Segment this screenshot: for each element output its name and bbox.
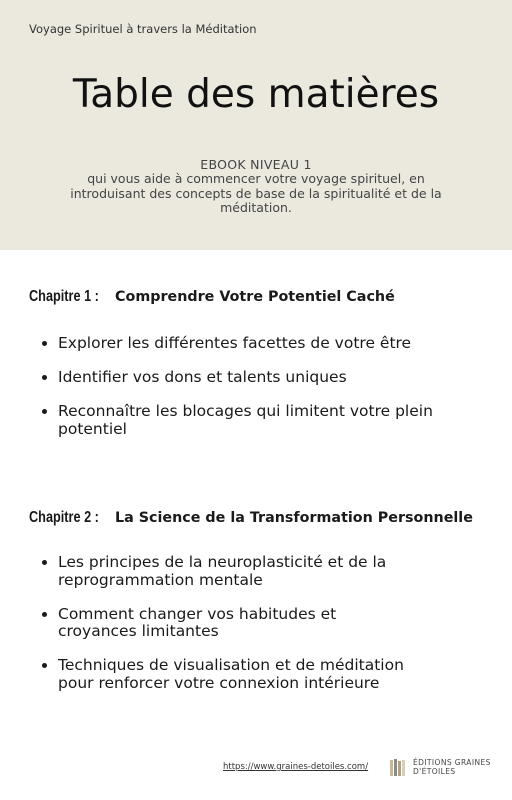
books-icon: [390, 759, 408, 776]
series-title: Voyage Spirituel à travers la Méditation: [29, 22, 257, 36]
list-item: • Comment changer vos habitudes et croyances limitantes: [58, 606, 408, 641]
page-title: Table des matières: [72, 72, 440, 117]
chapter-1-heading: [29, 286, 499, 306]
chapter-2-title: La Science de la Transformation Personnelle: [115, 510, 473, 526]
publisher-name: [413, 759, 491, 776]
ebook-description: qui vous aide à commencer votre voyage spirituel, en introduisant des concepts de base de la spiritualité et de la méditation.: [70, 171, 442, 215]
chapter-1-list: [30, 335, 498, 455]
publisher-name-line2: D'ÉTOILES: [413, 766, 456, 776]
list-item: • Identifier vos dons et talents uniques: [58, 369, 498, 387]
list-item: • Les principes de la neuroplasticité et de la reprogrammation mentale: [58, 554, 408, 589]
publisher-name-line1: ÉDITIONS GRAINES: [413, 758, 491, 767]
header-band: [0, 0, 512, 250]
list-item: • Reconnaître les blocages qui limitent votre plein potentiel: [58, 403, 498, 438]
publisher-logo: [390, 759, 491, 776]
list-item: • Techniques de visualisation et de méditation pour renforcer votre connexion intérieure: [58, 657, 408, 692]
website-link[interactable]: https://www.graines-detoiles.com/: [223, 762, 369, 772]
chapter-2-label: Chapitre 2 :: [29, 509, 99, 526]
ebook-level: EBOOK NIVEAU 1: [200, 157, 312, 172]
chapter-1-title: Comprendre Votre Potentiel Caché: [115, 289, 395, 305]
chapter-2-heading: [29, 507, 499, 527]
list-item: • Explorer les différentes facettes de votre être: [58, 335, 498, 353]
chapter-2-list: [30, 554, 408, 709]
chapter-1-label: Chapitre 1 :: [29, 288, 99, 305]
